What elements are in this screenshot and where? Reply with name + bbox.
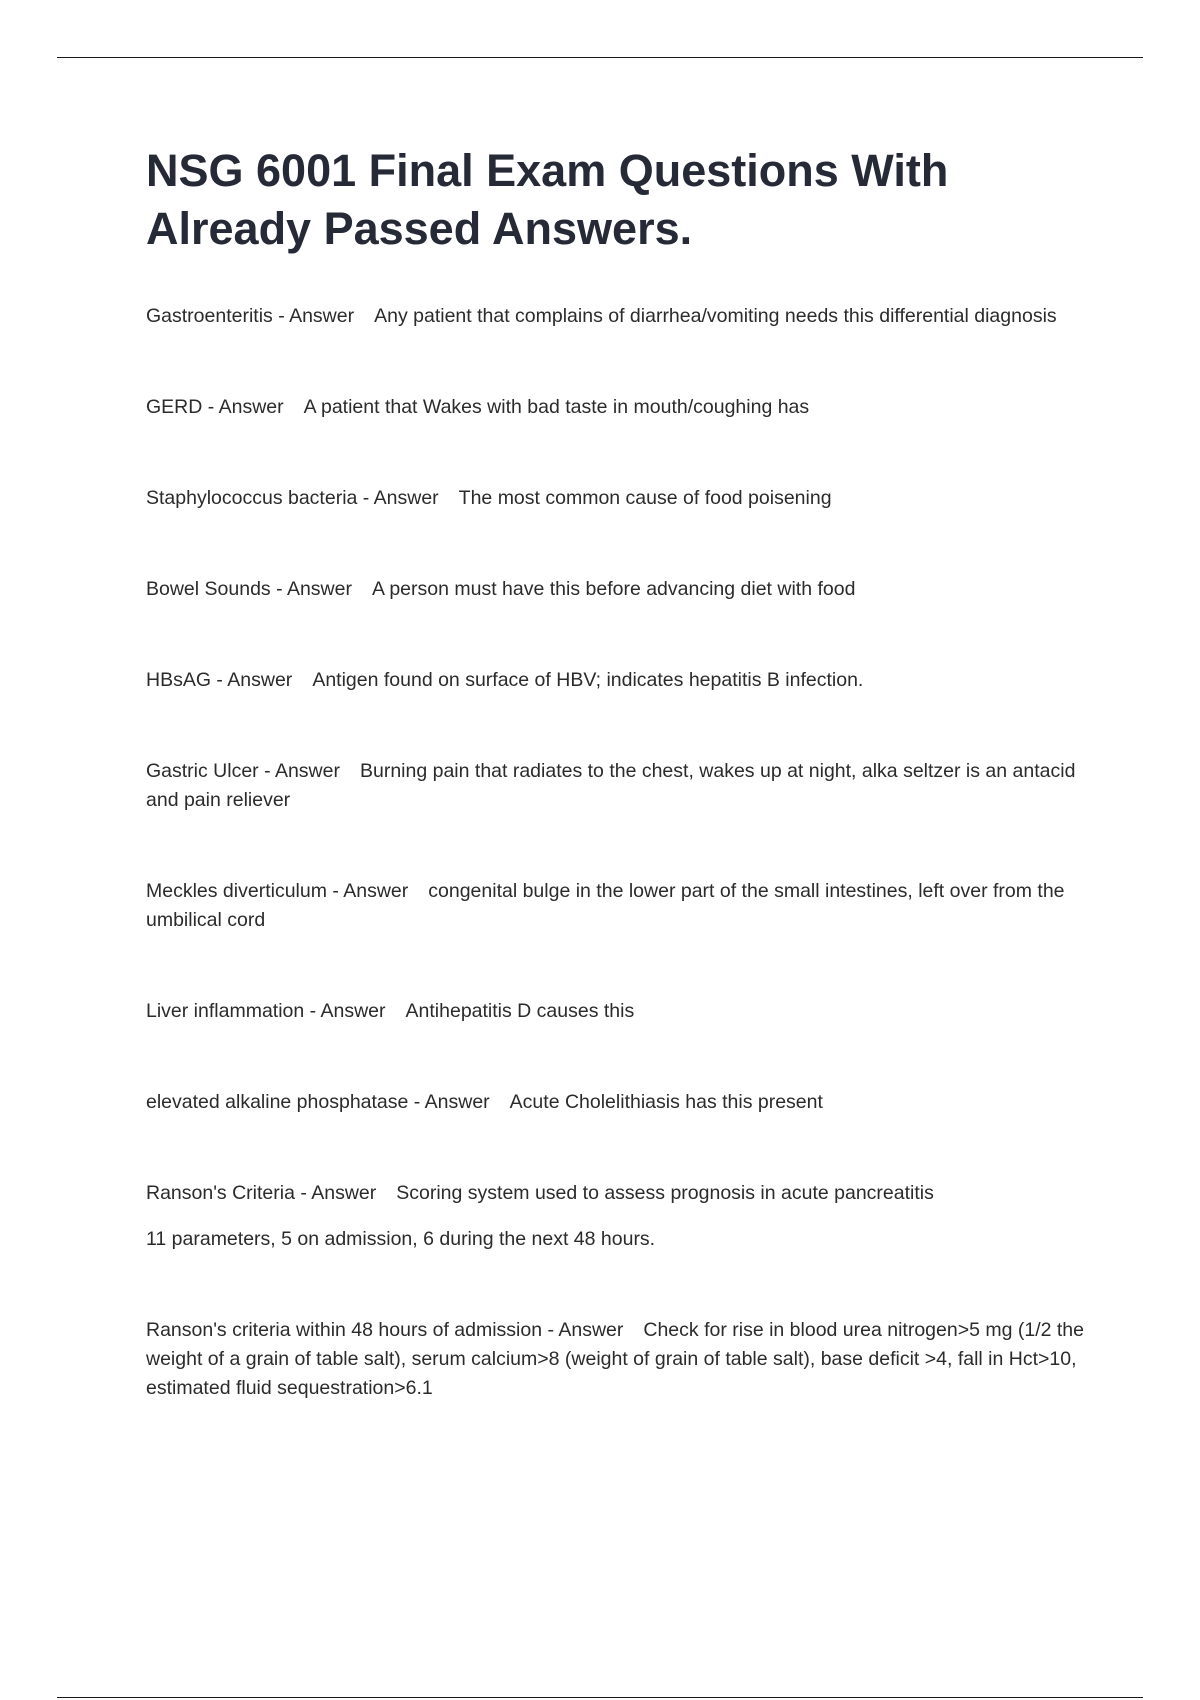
qa-term: Ranson's Criteria [146, 1182, 295, 1204]
qa-term: Meckles diverticulum [146, 880, 327, 902]
qa-term: elevated alkaline phosphatase [146, 1091, 409, 1113]
qa-item [146, 393, 1086, 422]
qa-line: Ranson's criteria within 48 hours of admission - Answer Check for rise in blood urea nitrogen>5 mg (1/2 the weight of a grain of table salt), serum calcium>8 (weight of grain of table salt), base deficit >4, fall in Hct>10, estimated fluid sequestration>6.1 [146, 1319, 1085, 1399]
qa-answer: Acute Cholelithiasis has this present [509, 1091, 823, 1113]
qa-line: Ranson's Criteria - Answer Scoring system used to assess prognosis in acute pancreatitis [146, 1182, 934, 1204]
answer-label: Answer [311, 1182, 377, 1204]
page-title: NSG 6001 Final Exam Questions With Already Passed Answers. [146, 145, 949, 254]
qa-line: Liver inflammation - Answer Antihepatitis D causes this [146, 1000, 635, 1022]
qa-item [146, 302, 1086, 331]
answer-label: Answer [558, 1319, 624, 1341]
qa-line: Gastric Ulcer - Answer Burning pain that radiates to the chest, wakes up at night, alka seltzer is an antacid and pain reliever [146, 760, 1076, 811]
qa-answer: congenital bulge in the lower part of the small intestines, left over from the umbilical cord [146, 880, 1065, 931]
bottom-divider [57, 1697, 1143, 1698]
qa-extra-line: 11 parameters, 5 on admission, 6 during the next 48 hours. [146, 1228, 656, 1250]
qa-line: elevated alkaline phosphatase - Answer Acute Cholelithiasis has this present [146, 1091, 823, 1113]
qa-answer: Antigen found on surface of HBV; indicates hepatitis B infection. [312, 669, 864, 691]
qa-item [146, 666, 1086, 695]
qa-term: Gastric Ulcer [146, 760, 259, 782]
qa-answer: The most common cause of food poisening [458, 487, 832, 509]
qa-answer: Scoring system used to assess prognosis in acute pancreatitis [396, 1182, 934, 1204]
qa-term: HBsAG [146, 669, 212, 691]
qa-answer: Burning pain that radiates to the chest, wakes up at night, alka seltzer is an antacid and pain reliever [146, 760, 1076, 811]
qa-answer: Any patient that complains of diarrhea/vomiting needs this differential diagnosis [374, 305, 1057, 327]
qa-term: Ranson's criteria within 48 hours of admission [146, 1319, 543, 1341]
answer-label: Answer [289, 305, 355, 327]
qa-line: GERD - Answer A patient that Wakes with bad taste in mouth/coughing has [146, 396, 810, 418]
qa-answer: Check for rise in blood urea nitrogen>5 mg (1/2 the weight of a grain of table salt), serum calcium>8 (weight of grain of table salt), base deficit >4, fall in Hct>10, estimated fluid sequestration>6.1 [146, 1319, 1085, 1399]
qa-term: Bowel Sounds [146, 578, 271, 600]
qa-line: Meckles diverticulum - Answer congenital bulge in the lower part of the small intestines, left over from the umbilical cord [146, 880, 1065, 931]
qa-term: Gastroenteritis [146, 305, 273, 327]
qa-term: GERD [146, 396, 203, 418]
answer-label: Answer [227, 669, 293, 691]
answer-label: Answer [424, 1091, 490, 1113]
top-divider [57, 57, 1143, 58]
qa-line: Staphylococcus bacteria - Answer The most common cause of food poisening [146, 487, 832, 509]
qa-line: Bowel Sounds - Answer A person must have this before advancing diet with food [146, 578, 856, 600]
qa-item [146, 484, 1086, 513]
qa-answer: A person must have this before advancing diet with food [371, 578, 856, 600]
qa-item [146, 757, 1086, 815]
qa-item [146, 1088, 1086, 1117]
qa-line: Gastroenteritis - Answer Any patient that complains of diarrhea/vomiting needs this differential diagnosis [146, 305, 1057, 327]
answer-label: Answer [373, 487, 439, 509]
answer-label: Answer [218, 396, 284, 418]
qa-item [146, 877, 1086, 935]
answer-label: Answer [286, 578, 352, 600]
answer-label: Answer [274, 760, 340, 782]
qa-item [146, 997, 1086, 1026]
answer-label: Answer [343, 880, 409, 902]
answer-label: Answer [320, 1000, 386, 1022]
qa-answer: A patient that Wakes with bad taste in mouth/coughing has [303, 396, 810, 418]
qa-item [146, 575, 1086, 604]
qa-term: Staphylococcus bacteria [146, 487, 358, 509]
qa-answer: Antihepatitis D causes this [405, 1000, 635, 1022]
qa-item [146, 1316, 1086, 1403]
qa-line: HBsAG - Answer Antigen found on surface of HBV; indicates hepatitis B infection. [146, 669, 864, 691]
qa-term: Liver inflammation [146, 1000, 305, 1022]
qa-item [146, 1179, 1086, 1254]
qa-list [146, 302, 1086, 1465]
